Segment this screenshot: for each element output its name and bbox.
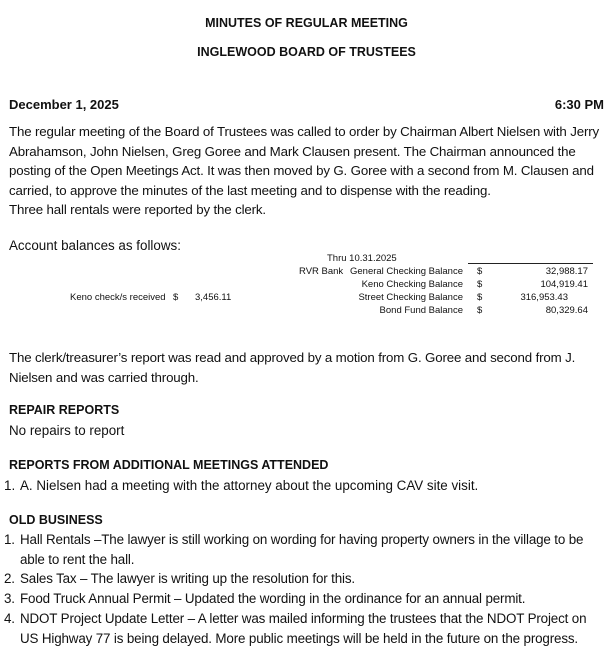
list-text: Food Truck Annual Permit – Updated the wording in the ordinance for an annual permit. [20, 591, 526, 607]
bank-name: RVR Bank [299, 266, 344, 277]
balance-currency: $ [477, 279, 483, 290]
old-business-heading: OLD BUSINESS [9, 513, 103, 527]
list-text: Sales Tax – The lawyer is writing up the resolution for this. [20, 571, 355, 587]
balance-label: General Checking Balance [349, 266, 463, 277]
repair-reports-text: No repairs to report [9, 423, 125, 438]
list-number: 4. [4, 610, 15, 626]
meeting-time: 6:30 PM [554, 97, 604, 112]
list-number: 1. [4, 532, 15, 547]
list-text: A. Nielsen had a meeting with the attorney about the upcoming CAV site visit. [20, 478, 479, 493]
list-item [0, 530, 605, 569]
list-item [0, 569, 605, 589]
keno-received-amount: 3,456.11 [195, 292, 232, 303]
thru-date: Thru 10.31.2025 [327, 253, 397, 264]
balance-currency: $ [477, 305, 483, 316]
treasurer-report: The clerk/treasurer’s report was read and approved by a motion from G. Goree and second from J. Nielsen and was carried through. [9, 350, 576, 385]
account-balances-intro: Account balances as follows: [9, 238, 181, 253]
list-number: 1. [4, 478, 16, 493]
list-text: NDOT Project Update Letter – A letter was mailed informing the trustees that the NDOT Project on US Highway 77 is being delayed. More public meetings will be held in the future on the progress. [20, 610, 587, 646]
list-item [0, 609, 605, 648]
balance-currency: $ [477, 266, 483, 277]
balance-rule [468, 263, 593, 264]
balance-amount: 32,988.17 [545, 266, 588, 277]
list-number: 2. [4, 571, 15, 587]
document-subtitle: INGLEWOOD BOARD OF TRUSTEES [197, 45, 416, 59]
hall-rentals-note: Three hall rentals were reported by the clerk. [9, 202, 266, 217]
list-text: Hall Rentals –The lawyer is still working on wording for having property owners in the village to be able to rent the hall. [20, 532, 584, 567]
balance-label: Bond Fund Balance [379, 305, 463, 316]
list-number: 3. [4, 591, 15, 607]
keno-received-label: Keno check/s received [70, 292, 166, 303]
document-title: MINUTES OF REGULAR MEETING [205, 16, 408, 30]
additional-meetings-heading: REPORTS FROM ADDITIONAL MEETINGS ATTENDED [9, 458, 329, 472]
keno-received-currency: $ [173, 292, 179, 303]
old-business-list [0, 530, 605, 648]
balance-amount: 80,329.64 [545, 305, 588, 316]
additional-meetings-list [0, 476, 605, 495]
balance-label: Street Checking Balance [358, 292, 463, 303]
balance-label: Keno Checking Balance [361, 279, 463, 290]
list-item [0, 589, 605, 609]
balance-amount: 104,919.41 [540, 279, 588, 290]
opening-paragraph: The regular meeting of the Board of Trustees was called to order by Chairman Albert Nielsen with Jerry Abrahamson, John Nielsen, Greg Goree and Mark Clausen present. The Chairman announced the posting of the Open Meetings Act. It was then moved by G. Goree with a second from M. Clausen and carried, to approve the minutes of the last meeting and to dispense with the reading. [9, 124, 599, 198]
balance-amount: 316,953.43 [520, 292, 568, 303]
repair-reports-heading: REPAIR REPORTS [9, 403, 120, 417]
meeting-date: December 1, 2025 [9, 97, 119, 112]
list-item [0, 476, 605, 495]
balance-currency: $ [477, 292, 483, 303]
